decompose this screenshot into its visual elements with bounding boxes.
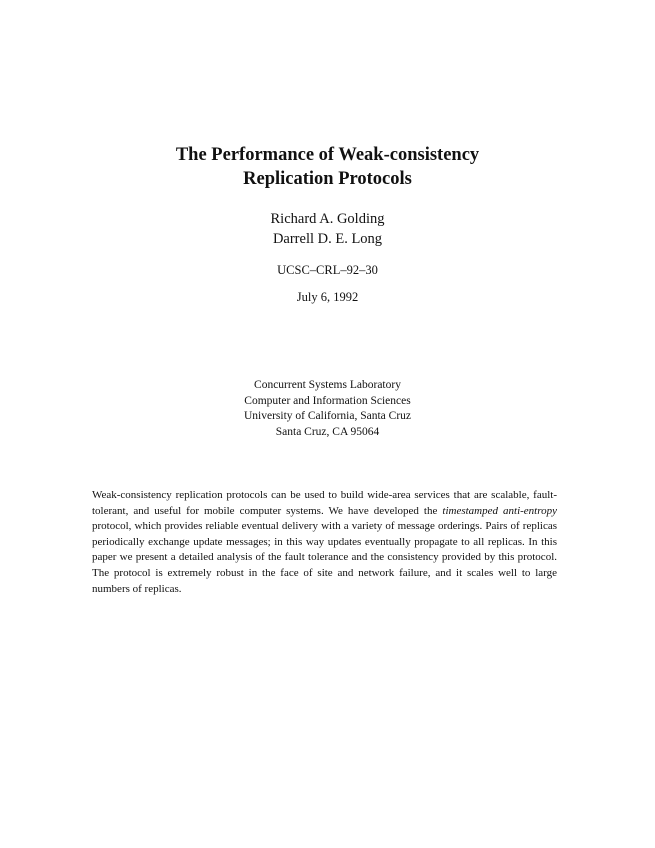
report-number: UCSC–CRL–92–30 xyxy=(277,263,378,277)
title-line-2: Replication Protocols xyxy=(243,169,412,189)
title-line-1: The Performance of Weak-consistency xyxy=(175,145,480,165)
abstract-emphasis: timestamped anti-entropy xyxy=(442,504,557,517)
abstract-text-part-2: protocol, which provides reliable eventual delivery with a variety of message orderings. Pairs of replicas periodically exchange update messages; in this way updates eventually propagate to all replicas. In this paper we present a detailed analysis of the fault tolerance and the consistency provided by this protocol. The protocol is extremely robust in the face of site and network failure, and it scales well to large numbers of replicas. xyxy=(92,520,557,595)
affiliation-line: Santa Cruz, CA 95064 xyxy=(275,425,380,438)
affiliation-block xyxy=(0,378,655,440)
abstract-paragraph xyxy=(92,488,557,597)
abstract-text-part-1: Weak-consistency replication protocols can be used to build wide-area services that are scalable, fault-tolerant, and useful for mobile computer systems. We have developed the xyxy=(92,489,557,517)
paper-title xyxy=(0,143,655,191)
affiliation-line: Computer and Information Sciences xyxy=(244,394,411,407)
author-name: Richard A. Golding xyxy=(270,211,385,227)
author-name: Darrell D. E. Long xyxy=(272,231,383,247)
affiliation-line: Concurrent Systems Laboratory xyxy=(254,379,401,391)
publication-date: July 6, 1992 xyxy=(296,290,359,304)
affiliation-line: University of California, Santa Cruz xyxy=(243,410,412,422)
author-list xyxy=(0,209,655,249)
